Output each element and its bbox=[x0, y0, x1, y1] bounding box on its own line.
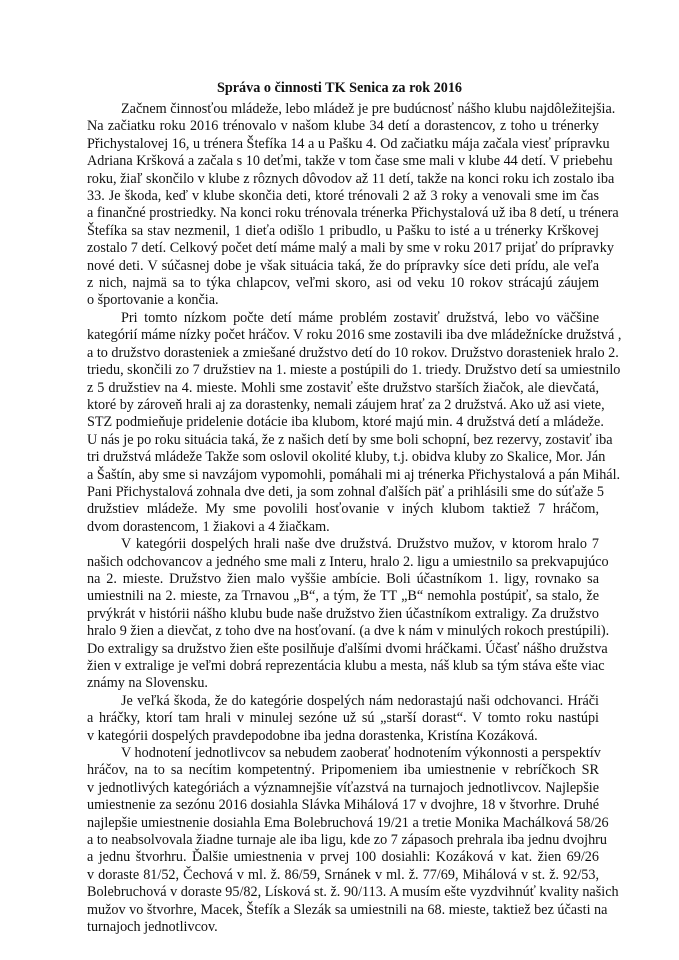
text-line: V kategórii dospelých hrali naše dve družstvá. Družstvo mužov, v ktorom hralo 7 bbox=[121, 536, 599, 553]
text-line: umiestnili na 2. mieste, za Trnavou „B“, a tým, že TT „B“ nemohla postúpiť, sa stalo, že bbox=[87, 588, 599, 605]
text-line: a to družstvo dorasteniek a zmiešané družstvo detí do 10 rokov. Družstvo dorasteniek hralo 2. bbox=[87, 344, 619, 361]
text-line: tri družstvá mládeže Takže som oslovil okolité kluby, t.j. obidva kluby zo Skalice, Mor. Ján bbox=[87, 449, 606, 466]
document-title: Správa o činnosti TK Senica za rok 2016 bbox=[216, 80, 463, 96]
text-line: družstiev mládeže. My sme povolili hosťovanie v iných klubom taktiež 7 hráčom, bbox=[87, 501, 599, 518]
text-line: Do extraligy sa družstvo žien ešte posilňuje ďalšími dvomi hráčkami. Účasť nášho družstva bbox=[87, 640, 608, 657]
text-line: V hodnotení jednotlivcov sa nebudem zaoberať hodnotením výkonnosti a perspektív bbox=[121, 745, 601, 762]
text-line: v doraste 81/52, Čechová v ml. ž. 86/59, Srnánek v ml. ž. 77/69, Mihálová v st. ž. 92/53, bbox=[87, 866, 599, 883]
text-line: z nich, najmä sa to týka chlapcov, veľmi skoro, asi od veku 10 rokov strácajú záujem bbox=[87, 275, 599, 292]
text-line: na 2. mieste. Družstvo žien malo vyššie ambície. Boli účastníkom 1. ligy, rovnako sa bbox=[87, 570, 599, 587]
text-line: kategórií máme nízky počet hráčov. V roku 2016 sme zostavili iba dve mládežnícke družstvá , bbox=[87, 327, 622, 344]
text-line: a to neabsolvovala žiadne turnaje ale iba ligu, kde zo 7 zápasoch prehrala iba jednu dvojhru bbox=[87, 832, 608, 849]
text-line: hráčov, na to sa necítim kompetentný. Pripomeniem iba umiestnenie v rebríčkoch SR bbox=[87, 762, 599, 779]
text-line: nové deti. V súčasnej dobe je však situácia taká, že do prípravky síce deti prídu, ale veľa bbox=[87, 257, 599, 274]
text-line: prvýkrát v histórii nášho klubu bude naše družstvo žien účastníkom extraligy. Za družstvo bbox=[87, 605, 599, 622]
text-line: Adriana Kršková a začala s 10 deťmi, takže v tom čase sme mali v klube 44 detí. V priebehu bbox=[87, 153, 613, 170]
text-line: žien v extralige je veľmi dobrá reprezentácia klubu a mesta, náš klub sa tým stáva ešte viac bbox=[87, 658, 605, 674]
text-line: umiestnenie za sezónu 2016 dosiahla Slávka Mihálová 17 v dvojhre, 18 v štvorhre. Druhé bbox=[87, 797, 599, 814]
text-line: Pri tomto nízkom počte detí máme problém zostaviť družstvá, lebo vo väčšine bbox=[121, 309, 599, 326]
text-line: v kategórii dospelých pravdepodobne iba jedna dorastenka, Kristína Kozáková. bbox=[87, 727, 538, 744]
text-line: zostalo 7 detí. Celkový počet detí máme malý a mali by sme v roku 2017 prijať do prípravky bbox=[87, 240, 614, 257]
text-line: najlepšie umiestnenie dosiahla Ema Bolebruchová 19/21 a tretie Monika Machálková 58/26 bbox=[87, 814, 609, 831]
paragraph bbox=[87, 693, 599, 745]
text-line: Pani Přichystalová zohnala dve deti, ja som zohnal ďalších päť a prihlásili sme do súťaže 5 bbox=[87, 483, 604, 500]
text-line: o športovanie a končia. bbox=[87, 292, 219, 309]
text-line: Je veľká škoda, že do kategórie dospelých nám nedorastajú naši odchovanci. Hráči bbox=[121, 692, 599, 709]
document-body bbox=[87, 101, 622, 937]
text-line: STZ podmieňuje pridelenie dotácie iba klubom, ktoré majú min. 4 družstvá detí a mládeže. bbox=[87, 414, 604, 431]
text-line: a Šaštín, aby sme si navzájom vypomohli, pomáhali mi aj trénerka Přichystalová a pán Mihál. bbox=[87, 466, 621, 483]
text-line: z 5 družstiev na 4. mieste. Mohli sme zostaviť ešte družstvo starších žiačok, ale dievčatá, bbox=[87, 379, 599, 396]
text-line: Bolebruchová v doraste 95/82, Lísková st. ž. 90/113. A musím ešte vyzdvihnúť kvality našich bbox=[87, 884, 619, 901]
paragraph bbox=[87, 536, 610, 693]
text-line: Na začiatku roku 2016 trénovalo v našom klube 34 detí a dorastencov, z toho u trénerky bbox=[87, 118, 599, 135]
text-line: Začnem činnosťou mládeže, lebo mládež je pre budúcnosť nášho klubu najdôležitejšia. bbox=[121, 101, 616, 117]
text-line: Štefíka sa stav nezmenil, 1 dieťa odišlo 1 pribudlo, u Pašku to isté a u trénerky Krškovej bbox=[87, 222, 599, 239]
text-line: v jednotlivých kategóriách a významnejšie víťazstvá na turnajoch jednotlivcov. Najlepšie bbox=[87, 779, 599, 796]
text-line: roku, žiaľ skončilo v klube z rôznych dôvodov až 11 detí, takže na konci roku ich zostalo iba bbox=[87, 170, 615, 187]
text-line: a finančné prostriedky. Na konci roku trénovala trénerka Přichystalová už iba 8 detí, u trénera bbox=[87, 205, 619, 222]
text-line: našich odchovancov a jedného sme mali z Interu, hralo 2. ligu a umiestnilo sa prekvapujúco bbox=[87, 553, 609, 570]
text-line: a jednu štvorhru. Ďalšie umiestnenia v prvej 100 dosiahli: Kozáková v kat. žien 69/26 bbox=[87, 849, 599, 866]
text-line: turnajoch jednotlivcov. bbox=[87, 919, 218, 936]
text-line: Přichystalovej 16, u trénera Štefíka 14 a u Pašku 4. Od začiatku mája začala viesť prípravku bbox=[87, 135, 610, 152]
paragraph bbox=[87, 101, 619, 310]
paragraph bbox=[87, 309, 622, 536]
text-line: mužov vo štvorhre, Macek, Štefík a Slezák sa umiestnili na 68. mieste, taktiež bez účasti na bbox=[87, 901, 608, 918]
text-line: ktoré by zároveň hrali aj za dorastenky, nemali záujem hrať za 2 družstvá. Ako už asi viete, bbox=[87, 396, 605, 413]
text-line: triedu, skončili zo 7 družstiev na 1. mieste a postúpili do 1. triedy. Družstvo detí sa umiestnilo bbox=[87, 362, 621, 379]
text-line: 33. Je škoda, keď v klube skončia deti, ktoré trénovali 2 až 3 roky a venovali sme im čas bbox=[87, 188, 599, 205]
paragraph bbox=[87, 745, 619, 936]
text-line: hralo 9 žien a dievčat, z toho dve na hosťovaní. (a dve k nám v minulých rokoch prestúpili). bbox=[87, 623, 610, 640]
text-line: a hráčky, ktorí tam hrali v minulej sezóne už sú „starší dorast“. V tomto roku nastúpi bbox=[87, 710, 599, 727]
text-line: známy na Slovensku. bbox=[87, 675, 208, 692]
text-line: U nás je po roku situácia taká, že z našich detí by sme boli schopní, bez rezervy, zostaviť iba bbox=[87, 431, 613, 448]
text-line: dvom dorastencom, 1 žiakovi a 4 žiačkam. bbox=[87, 518, 330, 535]
